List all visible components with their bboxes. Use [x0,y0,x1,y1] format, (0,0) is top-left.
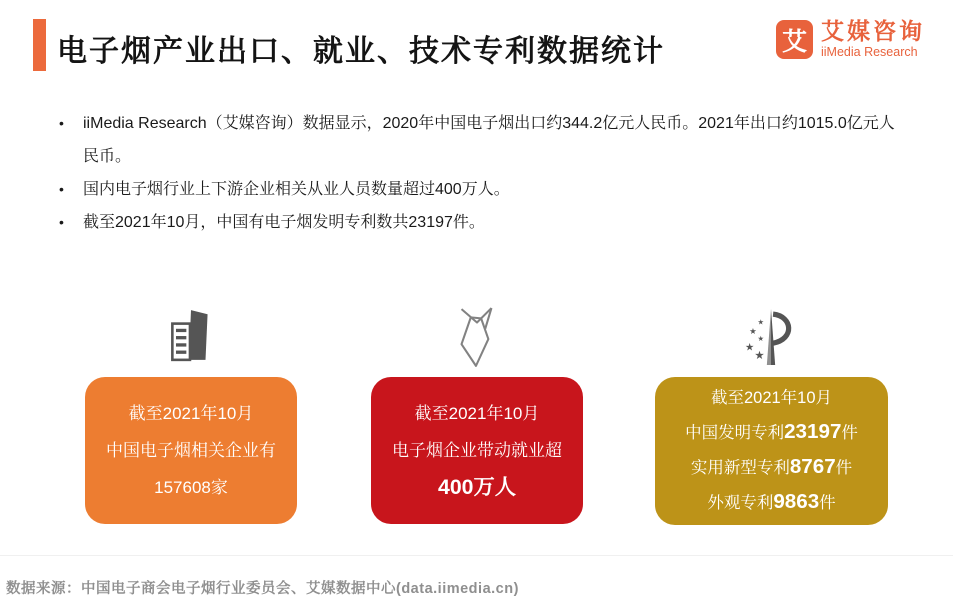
data-source-note: 数据来源：中国电子商会电子烟行业委员会、艾媒数据中心(data.iimedia.cn) [6,581,519,597]
bullet-marker: • [59,214,64,230]
card-companies [85,377,297,524]
svg-text:★: ★ [749,325,757,336]
svg-text:★: ★ [745,342,755,354]
patent-icon-svg [744,306,798,370]
bullet-marker: • [59,181,64,197]
card-companies-text [106,395,276,506]
logo-name-en: iiMedia Research [821,45,918,59]
necktie-icon-svg [454,306,500,370]
svg-text:★: ★ [754,349,765,362]
card-line: 中国发明专利23197件 [685,420,858,443]
card-line: 400万人 [438,474,516,499]
card-line: 外观专利9863件 [707,490,836,513]
necktie-icon [446,306,508,370]
card-employment [371,377,583,524]
card-line: 157608家 [154,478,228,497]
bullet-patents [57,206,895,239]
card-patents-text [685,382,858,520]
svg-text:★: ★ [757,334,764,344]
card-employment-text [392,395,562,507]
bullet-export [57,107,895,173]
title-accent-bar [33,19,46,71]
iimedia-logo-icon: 艾 [776,20,813,59]
svg-text:★: ★ [757,317,764,327]
bullet-marker: • [59,115,64,131]
card-line: 截至2021年10月 [414,403,540,423]
iimedia-logo [776,20,925,59]
buildings-icon-svg [165,306,217,364]
card-line: 截至2021年10月 [710,389,833,407]
card-line: 截至2021年10月 [128,404,254,423]
card-patents [655,377,888,525]
logo-name-cn: 艾媒咨询 [821,18,925,44]
card-line: 电子烟企业带动就业超 [392,440,562,460]
patent-icon [740,306,802,370]
bullet-text: 截至2021年10月，中国有电子烟发明专利数共23197件。 [83,214,485,231]
bullet-employment [57,173,895,206]
bullet-text: 国内电子烟行业上下游企业相关从业人员数量超过400万人。 [83,181,510,198]
card-line: 实用新型专利8767件 [690,455,853,478]
bullet-text: iiMedia Research（艾媒咨询）数据显示，2020年中国电子烟出口约344.2亿元人民币。2021年出口约1015.0亿元人民币。 [83,115,895,165]
summary-bullet-list [57,107,895,239]
footer-divider [0,555,953,556]
page-title: 电子烟产业出口、就业、技术专利数据统计 [57,35,665,68]
card-line: 中国电子烟相关企业有 [106,441,276,460]
buildings-icon [160,306,222,364]
